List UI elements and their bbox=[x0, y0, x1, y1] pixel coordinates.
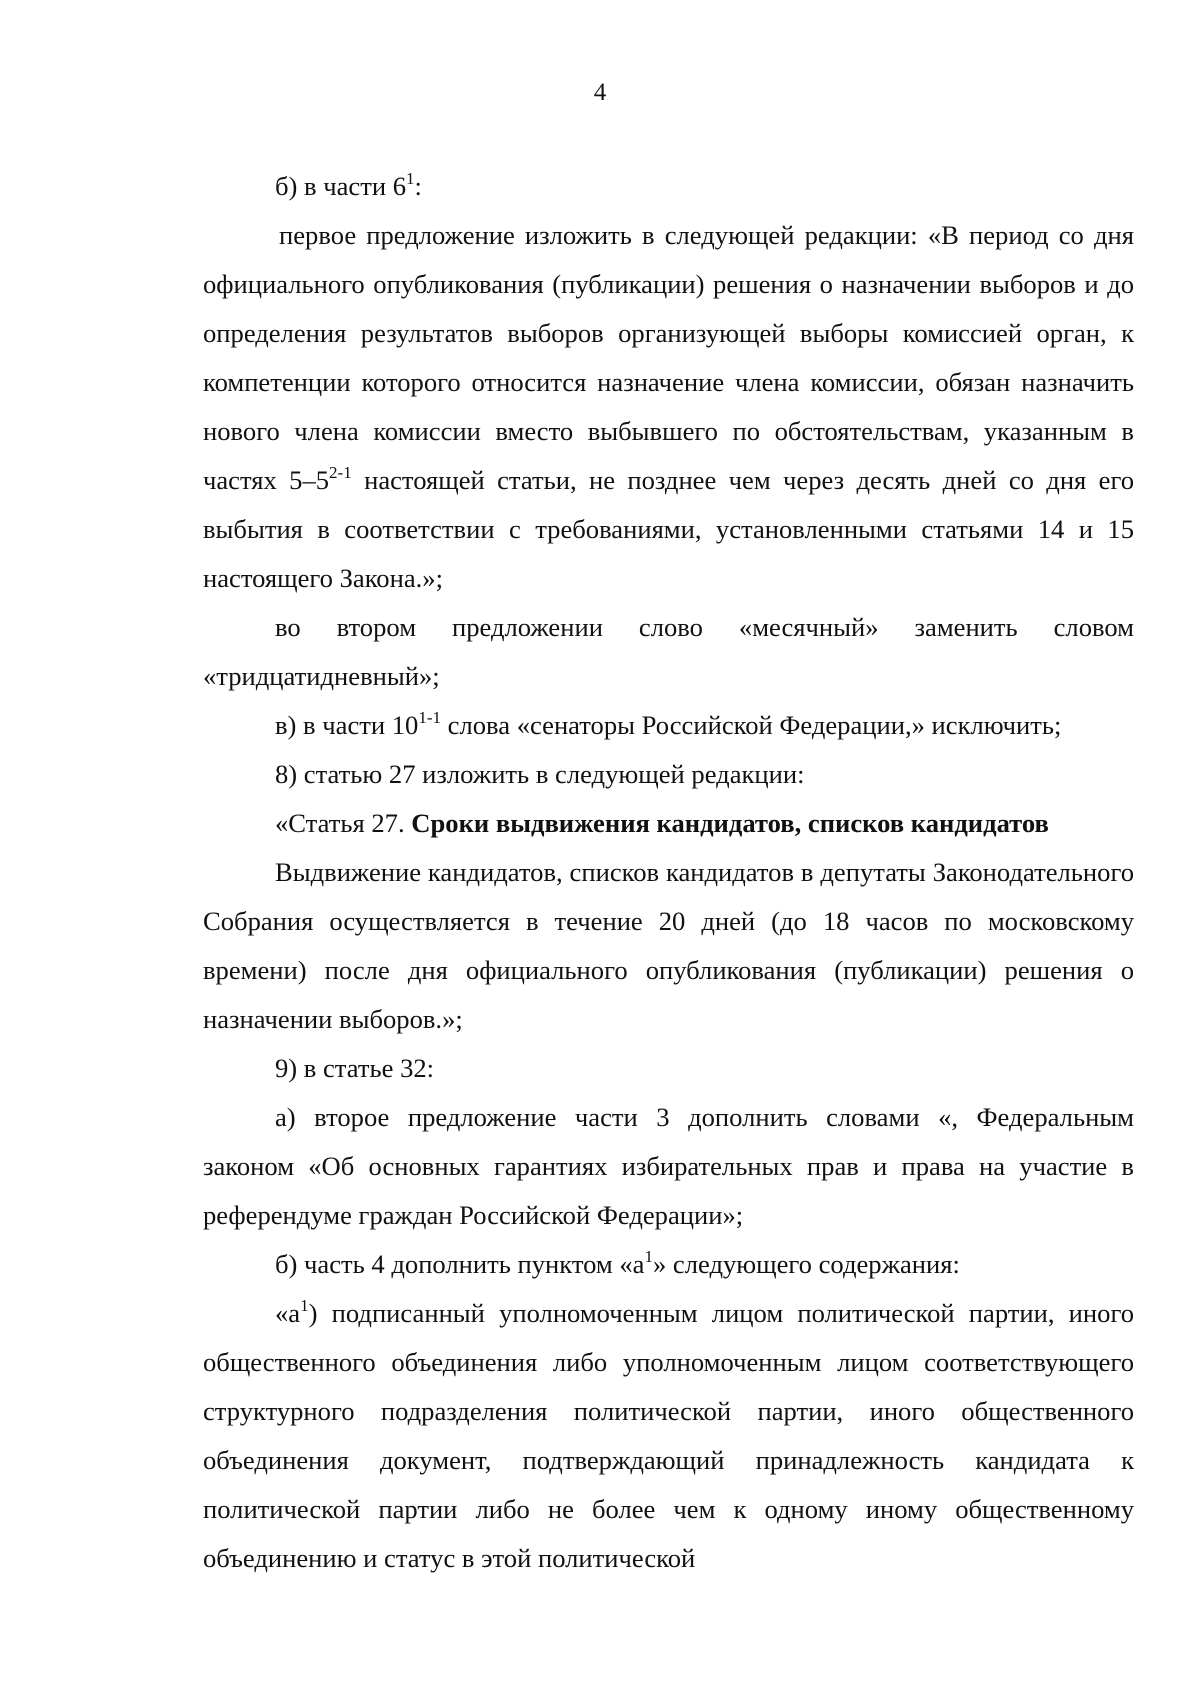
text-run: «а bbox=[275, 1298, 301, 1328]
text-run: в) в части 10 bbox=[275, 710, 419, 740]
paragraph-nomination: Выдвижение кандидатов, списков кандидатов в депутаты Законодательного Собрания осуществляется в течение 20 дней (до 18 часов по московскому времени) после дня официального опубликования (публикации) решения о назначении выборов.»; bbox=[203, 857, 1134, 1034]
paragraph-first-sentence bbox=[203, 211, 1134, 603]
text-run: : bbox=[414, 171, 422, 201]
superscript: 2-1 bbox=[329, 463, 352, 482]
text-run: «Статья 27. bbox=[275, 808, 412, 838]
document-body bbox=[203, 162, 1134, 1583]
paragraph-item-9: 9) в статье 32: bbox=[275, 1053, 435, 1083]
paragraph-b-part-4 bbox=[203, 1240, 1134, 1289]
text-run: б) часть 4 дополнить пунктом «а bbox=[275, 1249, 645, 1279]
paragraph-second-sentence: во втором предложении слово «месячный» заменить словом «тридцатидневный»; bbox=[203, 612, 1134, 691]
text-run: слова «сенаторы Российской Федерации,» исключить; bbox=[441, 710, 1062, 740]
paragraph-item-a1 bbox=[203, 1289, 1134, 1583]
paragraph-a-part-3: а) второе предложение части 3 дополнить словами «, Федеральным законом «Об основных гарантиях избирательных прав и права на участие в референдуме граждан Российской Федерации»; bbox=[203, 1102, 1134, 1230]
text-run: первое предложение изложить в следующей редакции: «В период со дня официального опубликования (публикации) решения о назначении выборов и до определения результатов выборов организующей выборы комиссией орган, к компетенции которого относится назначение члена комиссии, обязан назначить нового члена комиссии вместо выбывшего по обстоятельствам, указанным в частях 5–5 bbox=[203, 220, 1134, 495]
paragraph-item-8: 8) статью 27 изложить в следующей редакции: bbox=[275, 759, 805, 789]
superscript: 1 bbox=[644, 1247, 653, 1266]
paragraph-b-part-6-1 bbox=[203, 162, 1134, 211]
article-27-heading bbox=[203, 799, 1134, 848]
text-run: ) подписанный уполномоченным лицом политической партии, иного общественного объединения либо уполномоченным лицом соответствующего структурного подразделения политической партии, иного общественного объединения документ, подтверждающий принадлежность кандидата к политической партии либо не более чем к одному иному общественному объединению и статус в этой политической bbox=[203, 1298, 1134, 1573]
page-number: 4 bbox=[593, 79, 607, 106]
superscript: 1 bbox=[406, 169, 415, 188]
text-run: б) в части 6 bbox=[275, 171, 407, 201]
superscript: 1-1 bbox=[418, 708, 442, 727]
superscript: 1 bbox=[300, 1296, 309, 1315]
text-run: » следующего содержания: bbox=[652, 1249, 960, 1279]
article-title: Сроки выдвижения кандидатов, списков кандидатов bbox=[411, 808, 1049, 838]
text-run: настоящей статьи, не позднее чем через десять дней со дня его выбытия в соответствии с требованиями, установленными статьями 14 и 15 настоящего Закона.»; bbox=[203, 465, 1134, 593]
paragraph-v-part-10 bbox=[203, 701, 1134, 750]
